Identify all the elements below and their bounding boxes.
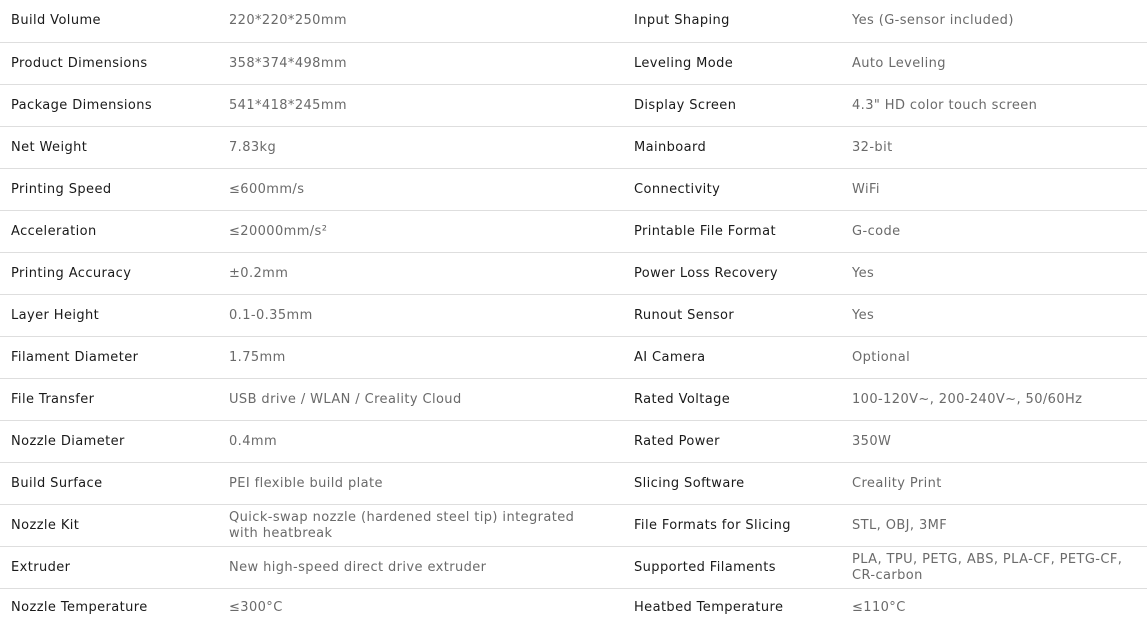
spec-label-left-text: Filament Diameter: [11, 349, 139, 365]
spec-label-right-text: Rated Power: [634, 433, 720, 449]
spec-value-left-text: 1.75mm: [229, 349, 286, 365]
spec-label-right-text: Printable File Format: [634, 223, 776, 239]
spec-label-right-text: Rated Voltage: [634, 391, 731, 407]
spec-label-right-text: Supported Filaments: [634, 559, 776, 575]
spec-label-right: [634, 85, 844, 126]
spec-value-left-text: 541*418*245mm: [229, 97, 347, 113]
spec-label-left-text: Nozzle Diameter: [11, 433, 125, 449]
spec-label-right: [634, 589, 844, 627]
spec-label-right: [634, 505, 844, 546]
spec-value-left: [229, 43, 604, 84]
spec-row: [0, 505, 1147, 547]
spec-value-left-text: ≤600mm/s: [229, 181, 305, 197]
spec-value-left: [229, 379, 604, 420]
spec-value-right: [852, 547, 1142, 588]
spec-label-right: [634, 421, 844, 462]
spec-row: [0, 211, 1147, 253]
spec-value-left: [229, 421, 604, 462]
spec-value-right-text: Auto Leveling: [852, 55, 946, 71]
spec-label-right: [634, 337, 844, 378]
spec-row: [0, 547, 1147, 589]
spec-value-right-text: WiFi: [852, 181, 880, 197]
spec-label-right-text: Leveling Mode: [634, 55, 734, 71]
spec-value-left: [229, 337, 604, 378]
spec-label-left: [11, 43, 221, 84]
spec-row: [0, 169, 1147, 211]
spec-value-left: [229, 85, 604, 126]
spec-row: [0, 0, 1147, 43]
spec-value-left-text: ≤20000mm/s²: [229, 223, 328, 239]
spec-value-left: [229, 505, 604, 546]
spec-label-left: [11, 295, 221, 336]
spec-label-right: [634, 379, 844, 420]
spec-value-right: [852, 337, 1142, 378]
spec-value-right-text: G-code: [852, 223, 901, 239]
spec-label-right-text: Heatbed Temperature: [634, 600, 784, 615]
spec-value-left: [229, 127, 604, 168]
spec-value-right: [852, 421, 1142, 462]
spec-value-left-text: USB drive / WLAN / Creality Cloud: [229, 391, 462, 407]
spec-label-left-text: Build Volume: [11, 13, 101, 28]
spec-label-right-text: Mainboard: [634, 139, 707, 155]
spec-value-left: [229, 0, 604, 42]
spec-value-right: [852, 253, 1142, 294]
spec-value-left: [229, 589, 604, 627]
spec-value-right: [852, 169, 1142, 210]
spec-label-left: [11, 0, 221, 42]
spec-label-right: [634, 211, 844, 252]
spec-label-right: [634, 253, 844, 294]
spec-value-right-text: ≤110°C: [852, 600, 906, 615]
spec-value-left-text: 7.83kg: [229, 139, 277, 155]
spec-label-left: [11, 379, 221, 420]
spec-label-left-text: Nozzle Kit: [11, 517, 80, 533]
spec-label-right: [634, 127, 844, 168]
spec-value-right-text: 100-120V~, 200-240V~, 50/60Hz: [852, 391, 1083, 407]
spec-value-left-text: ±0.2mm: [229, 265, 289, 281]
spec-label-right: [634, 547, 844, 588]
spec-value-right: [852, 43, 1142, 84]
spec-value-right: [852, 85, 1142, 126]
spec-label-left-text: Product Dimensions: [11, 55, 148, 71]
spec-label-right: [634, 463, 844, 504]
spec-row: [0, 85, 1147, 127]
spec-value-right: [852, 379, 1142, 420]
spec-row: [0, 43, 1147, 85]
spec-value-left-text: PEI flexible build plate: [229, 475, 383, 491]
spec-value-right: [852, 127, 1142, 168]
spec-row: [0, 337, 1147, 379]
spec-label-left: [11, 547, 221, 588]
spec-label-right-text: Runout Sensor: [634, 307, 735, 323]
spec-label-left: [11, 85, 221, 126]
spec-row: [0, 379, 1147, 421]
spec-label-right-text: Power Loss Recovery: [634, 265, 778, 281]
spec-value-left: [229, 253, 604, 294]
spec-label-left-text: Build Surface: [11, 475, 103, 491]
spec-value-right-text: Yes: [852, 265, 875, 281]
spec-label-right: [634, 295, 844, 336]
spec-value-left: [229, 211, 604, 252]
spec-label-left-text: Extruder: [11, 559, 71, 575]
spec-label-left: [11, 127, 221, 168]
spec-label-left: [11, 421, 221, 462]
spec-row: [0, 589, 1147, 627]
spec-value-right: [852, 589, 1142, 627]
spec-label-right-text: File Formats for Slicing: [634, 517, 791, 533]
spec-label-left: [11, 505, 221, 546]
spec-value-left-text: 0.1-0.35mm: [229, 307, 313, 323]
spec-label-right: [634, 169, 844, 210]
spec-label-left: [11, 169, 221, 210]
spec-label-left-text: Printing Speed: [11, 181, 112, 197]
spec-value-right: [852, 295, 1142, 336]
spec-label-left-text: File Transfer: [11, 391, 95, 407]
spec-value-right-text: 32-bit: [852, 139, 893, 155]
spec-label-left-text: Acceleration: [11, 223, 97, 239]
spec-label-left-text: Package Dimensions: [11, 97, 153, 113]
spec-value-right-text: Creality Print: [852, 475, 942, 491]
spec-label-left-text: Printing Accuracy: [11, 265, 132, 281]
spec-label-right-text: Connectivity: [634, 181, 721, 197]
spec-label-left: [11, 463, 221, 504]
spec-value-left: [229, 547, 604, 588]
spec-value-left-text: 0.4mm: [229, 433, 278, 449]
spec-label-left: [11, 337, 221, 378]
spec-label-right-text: AI Camera: [634, 349, 706, 365]
spec-value-left: [229, 295, 604, 336]
spec-value-left-text: New high-speed direct drive extruder: [229, 559, 487, 575]
spec-value-left-text: ≤300°C: [229, 600, 283, 615]
spec-label-left-text: Layer Height: [11, 307, 100, 323]
spec-value-right: [852, 505, 1142, 546]
spec-label-right: [634, 0, 844, 42]
spec-value-right-text: Yes (G-sensor included): [852, 13, 1014, 28]
spec-label-right: [634, 43, 844, 84]
spec-value-left-text: 220*220*250mm: [229, 13, 347, 28]
spec-value-right-text: 4.3" HD color touch screen: [852, 97, 1038, 113]
spec-label-right-text: Input Shaping: [634, 13, 730, 28]
spec-label-left: [11, 253, 221, 294]
spec-row: [0, 421, 1147, 463]
spec-label-right-text: Slicing Software: [634, 475, 745, 491]
spec-label-left: [11, 589, 221, 627]
spec-value-left: [229, 463, 604, 504]
spec-label-left: [11, 211, 221, 252]
spec-value-right-text: 350W: [852, 433, 892, 449]
spec-row: [0, 463, 1147, 505]
spec-value-right-text: Optional: [852, 349, 911, 365]
spec-row: [0, 295, 1147, 337]
spec-label-right-text: Display Screen: [634, 97, 737, 113]
spec-value-left-text: 358*374*498mm: [229, 55, 347, 71]
spec-label-left-text: Net Weight: [11, 139, 88, 155]
spec-row: [0, 253, 1147, 295]
spec-value-left-text: Quick-swap nozzle (hardened steel tip) integrated with heatbreak: [229, 509, 575, 541]
spec-value-right-text: Yes: [852, 307, 875, 323]
spec-value-right-text: PLA, TPU, PETG, ABS, PLA-CF, PETG-CF, CR-carbon: [852, 551, 1123, 583]
spec-value-right: [852, 463, 1142, 504]
spec-value-right-text: STL, OBJ, 3MF: [852, 517, 948, 533]
spec-row: [0, 127, 1147, 169]
spec-value-left: [229, 169, 604, 210]
spec-value-right: [852, 0, 1142, 42]
spec-value-right: [852, 211, 1142, 252]
spec-label-left-text: Nozzle Temperature: [11, 600, 148, 615]
